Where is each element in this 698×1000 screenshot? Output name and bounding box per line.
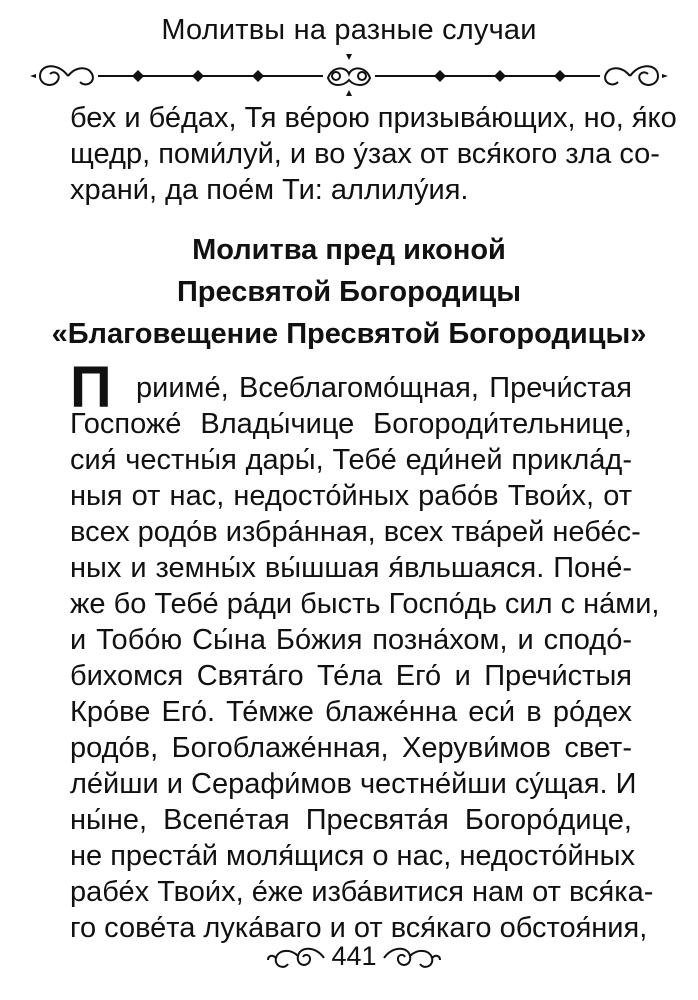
page-number: 441: [331, 941, 377, 971]
prayer-text-line: Госпоже́ Влады́чице Богороди́тельнице,: [70, 408, 632, 440]
prayer-text-line: ныя от нас, недосто́йных рабо́в Твои́х, от: [70, 480, 632, 512]
prayer-text-line: родо́в, Богоблаже́нная, Херуви́мов свет-: [70, 732, 632, 764]
prayer-text-line: же бо Тебе́ ра́ди бысть Госпо́дь сил с на́ми,: [70, 588, 660, 620]
continuation-line: бех и бе́дах, Тя ве́рою призыва́ющих, но, я́ко: [70, 102, 677, 134]
prayer-text-line: бихомся Свята́го Те́ла Его́ и Пречи́стыя: [70, 660, 632, 692]
continuation-line: храни́, да пое́м Ти: аллилу́ия.: [70, 174, 469, 206]
prayer-text-line: и Тобо́ю Сы́на Бо́жия позна́хом, и сподо́-: [70, 624, 632, 656]
prayer-text-line: всех родо́в избра́нная, всех тва́рей небе́с-: [70, 516, 641, 548]
prayer-text-line: рабе́х Твои́х, е́же изба́витися нам от вся́ка-: [70, 876, 654, 908]
prayer-heading-line: «Благовещение Пресвятой Богородицы»: [51, 318, 647, 350]
running-header-title: Молитвы на разные случаи: [161, 14, 537, 46]
prayer-text-line: сия́ честны́я дары́, Тебе́ еди́ней прикла́д-: [70, 444, 632, 476]
prayer-text-line: рииме́, Всеблагомо́щная, Пречи́стая: [136, 372, 632, 404]
prayer-text-line: ных и земны́х вы́шшая я́вльшаяся. Поне́-: [70, 552, 632, 584]
prayer-heading-line: Молитва пред иконой: [192, 234, 506, 266]
prayer-heading-line: Пресвятой Богородицы: [176, 276, 522, 308]
prayer-text-line: го сове́та лука́ваго и от вся́каго обстоя́ния,: [70, 912, 648, 944]
prayer-text-line: ны́не, Всепе́тая Пресвята́я Богоро́дице,: [70, 804, 632, 836]
header-ornament-divider: [28, 52, 670, 98]
footer-ornament-right: [378, 940, 444, 974]
drop-cap-letter: П: [70, 355, 112, 420]
prayer-text-line: ле́йши и Серафи́мов честне́йши су́щая. И: [70, 768, 637, 800]
prayer-text-line: Кро́ве Его́. Те́мже блаже́нна еси́ в ро́дех: [70, 696, 632, 728]
continuation-line: щедр, поми́луй, и во у́зах от вся́кого зла со-: [70, 138, 660, 170]
prayer-text-line: не преста́й моля́щися о нас, недосто́йных: [70, 840, 636, 872]
footer-ornament-left: [264, 940, 330, 974]
